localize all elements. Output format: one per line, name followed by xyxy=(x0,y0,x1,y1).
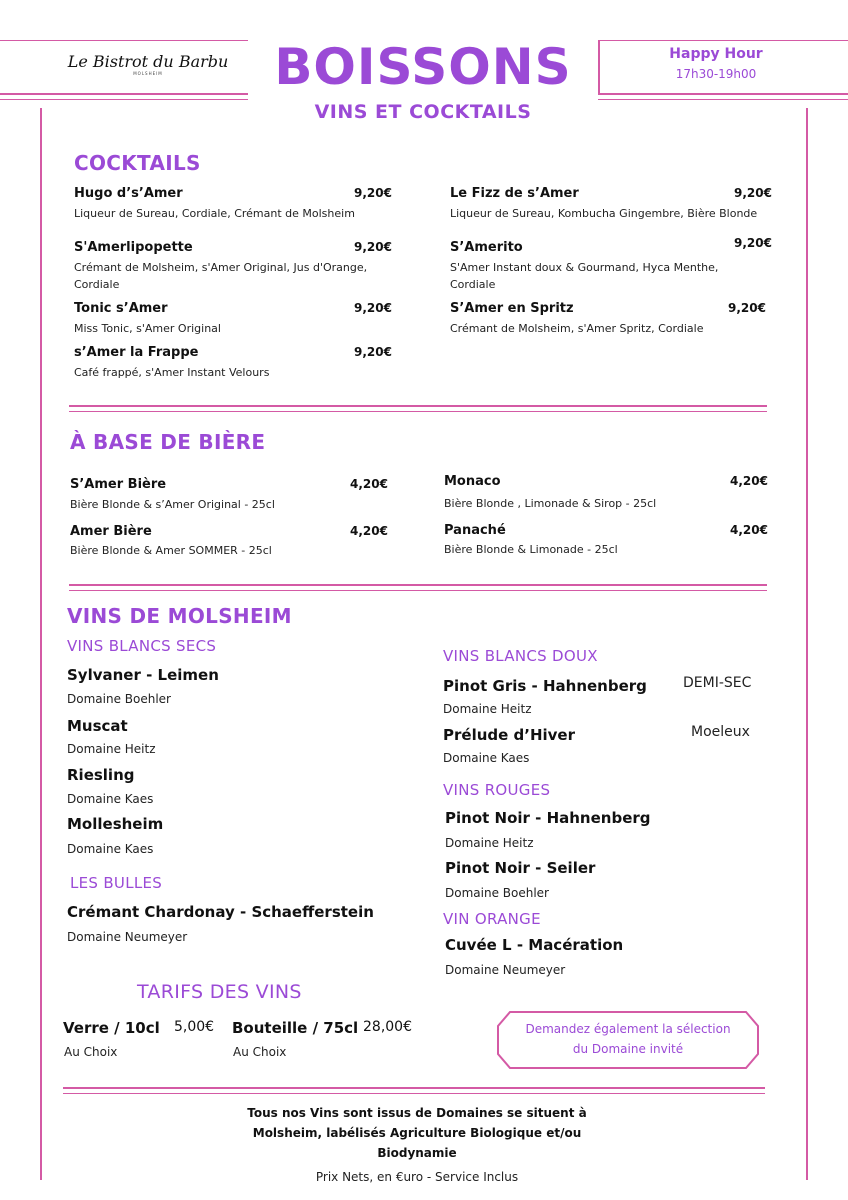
happy-hour-label: Happy Hour xyxy=(669,46,763,62)
cocktail-desc: Café frappé, s'Amer Instant Velours xyxy=(74,366,270,379)
footer-statement xyxy=(200,1103,634,1163)
frame-left xyxy=(40,108,42,1180)
wine-name: Muscat xyxy=(67,717,128,735)
biere-desc: Bière Blonde & s’Amer Original - 25cl xyxy=(70,498,275,511)
wine-name: Cuvée L - Macération xyxy=(445,936,624,954)
footer-line-1: Tous nos Vins sont issus de Domaines se situent à xyxy=(247,1106,587,1120)
footer-line-3: Biodynamie xyxy=(377,1146,457,1160)
subsection-orange: VIN ORANGE xyxy=(443,910,541,928)
header-box-left xyxy=(598,40,600,94)
section-title-vins: VINS DE MOLSHEIM xyxy=(67,604,292,628)
cocktail-price: 9,20€ xyxy=(354,345,392,359)
biere-price: 4,20€ xyxy=(350,524,388,538)
footer-line-2: Molsheim, labélisés Agriculture Biologique et/ou xyxy=(252,1126,582,1140)
wine-name: Prélude d’Hiver xyxy=(443,726,575,744)
subsection-bulles: LES BULLES xyxy=(70,874,163,892)
cocktail-price: 9,20€ xyxy=(734,186,772,200)
divider-bottom xyxy=(69,411,767,412)
wine-domain: Domaine Boehler xyxy=(445,886,549,900)
wine-name: Pinot Noir - Seiler xyxy=(445,859,596,877)
guest-domain-badge xyxy=(498,1019,758,1059)
subsection-rouges: VINS ROUGES xyxy=(443,781,551,799)
tarif-bouteille-price: 28,00€ xyxy=(363,1019,412,1035)
header-box-top-left xyxy=(0,40,248,41)
cocktail-name: S’Amer en Spritz xyxy=(450,301,574,316)
wine-name: Riesling xyxy=(67,766,135,784)
wine-domain: Domaine Heitz xyxy=(445,836,534,850)
biere-desc: Bière Blonde , Limonade & Sirop - 25cl xyxy=(444,497,657,510)
wine-domain: Domaine Boehler xyxy=(67,692,171,706)
cocktail-price: 9,20€ xyxy=(354,186,392,200)
biere-price: 4,20€ xyxy=(730,523,768,537)
biere-price: 4,20€ xyxy=(350,477,388,491)
divider-bottom xyxy=(63,1093,765,1094)
header-rule-left-bottom xyxy=(0,99,248,100)
wine-domain: Domaine Heitz xyxy=(67,742,156,756)
divider-top xyxy=(69,584,767,586)
logo-name: Le Bistrot du Barbu xyxy=(67,52,229,71)
cocktail-price: 9,20€ xyxy=(728,301,766,315)
cocktail-name: s’Amer la Frappe xyxy=(74,345,199,360)
cocktail-name: S’Amerito xyxy=(450,240,523,255)
wine-name: Crémant Chardonay - Schaefferstein xyxy=(67,903,374,921)
wine-note: Moeleux xyxy=(691,724,750,740)
divider-top xyxy=(69,405,767,407)
biere-desc: Bière Blonde & Amer SOMMER - 25cl xyxy=(70,544,272,557)
header-rule-left-top xyxy=(0,93,248,95)
cocktail-name: S'Amerlipopette xyxy=(74,240,193,255)
cocktail-desc: Liqueur de Sureau, Kombucha Gingembre, Bière Blonde xyxy=(450,207,758,220)
wine-name: Mollesheim xyxy=(67,815,164,833)
header-box-top xyxy=(598,40,848,41)
section-title-cocktails: COCKTAILS xyxy=(74,151,201,175)
page-title: BOISSONS xyxy=(274,38,572,96)
wine-name: Sylvaner - Leimen xyxy=(67,666,219,684)
page-subtitle: VINS ET COCKTAILS xyxy=(314,101,532,123)
wine-domain: Domaine Neumeyer xyxy=(67,930,188,944)
subsection-blancs-secs: VINS BLANCS SECS xyxy=(67,637,217,655)
badge-line-2: du Domaine invité xyxy=(572,1042,684,1056)
tarif-verre-note: Au Choix xyxy=(64,1045,118,1059)
wine-domain: Domaine Kaes xyxy=(67,792,154,806)
wine-domain: Domaine Neumeyer xyxy=(445,963,566,977)
cocktail-desc: Liqueur de Sureau, Cordiale, Crémant de Molsheim xyxy=(74,207,355,220)
cocktail-desc: Crémant de Molsheim, s'Amer Original, Jus d'Orange, Cordiale xyxy=(74,261,368,291)
tarif-bouteille-label: Bouteille / 75cl xyxy=(232,1019,359,1037)
frame-right xyxy=(806,108,808,1180)
tarif-verre-label: Verre / 10cl xyxy=(63,1019,160,1037)
footer-prices-note: Prix Nets, en €uro - Service Inclus xyxy=(315,1170,519,1184)
header-rule-right-top xyxy=(598,93,848,95)
wine-domain: Domaine Heitz xyxy=(443,702,532,716)
badge-line-1: Demandez également la sélection xyxy=(525,1022,731,1036)
subsection-blancs-doux: VINS BLANCS DOUX xyxy=(443,647,598,665)
biere-price: 4,20€ xyxy=(730,474,768,488)
cocktail-desc: Miss Tonic, s'Amer Original xyxy=(74,322,221,335)
biere-name: Panaché xyxy=(444,523,506,538)
tarif-bouteille-note: Au Choix xyxy=(233,1045,287,1059)
wine-domain: Domaine Kaes xyxy=(67,842,154,856)
happy-hour-time: 17h30-19h00 xyxy=(675,67,757,81)
cocktail-name: Le Fizz de s’Amer xyxy=(450,186,579,201)
cocktail-name: Tonic s’Amer xyxy=(74,301,168,316)
cocktail-name: Hugo d’s’Amer xyxy=(74,186,183,201)
cocktail-desc: S'Amer Instant doux & Gourmand, Hyca Menthe, Cordiale xyxy=(450,261,719,291)
wine-name: Pinot Noir - Hahnenberg xyxy=(445,809,651,827)
cocktail-price: 9,20€ xyxy=(354,301,392,315)
cocktail-desc: Crémant de Molsheim, s'Amer Spritz, Cordiale xyxy=(450,322,704,335)
tarif-verre-price: 5,00€ xyxy=(174,1019,215,1035)
logo xyxy=(58,52,238,76)
logo-subtitle: MOLSHEIM xyxy=(133,71,163,76)
wine-note: DEMI-SEC xyxy=(683,675,752,691)
tarifs-title: TARIFS DES VINS xyxy=(137,981,302,1003)
header-rule-right-bottom xyxy=(598,99,848,100)
biere-name: Monaco xyxy=(444,474,501,489)
biere-name: S’Amer Bière xyxy=(70,477,167,492)
biere-desc: Bière Blonde & Limonade - 25cl xyxy=(444,543,618,556)
wine-name: Pinot Gris - Hahnenberg xyxy=(443,677,647,695)
section-title-biere: À BASE DE BIÈRE xyxy=(70,430,266,454)
cocktail-price: 9,20€ xyxy=(734,236,772,250)
biere-name: Amer Bière xyxy=(70,524,152,539)
cocktail-price: 9,20€ xyxy=(354,240,392,254)
divider-top xyxy=(63,1087,765,1089)
divider-bottom xyxy=(69,590,767,591)
wine-domain: Domaine Kaes xyxy=(443,751,530,765)
